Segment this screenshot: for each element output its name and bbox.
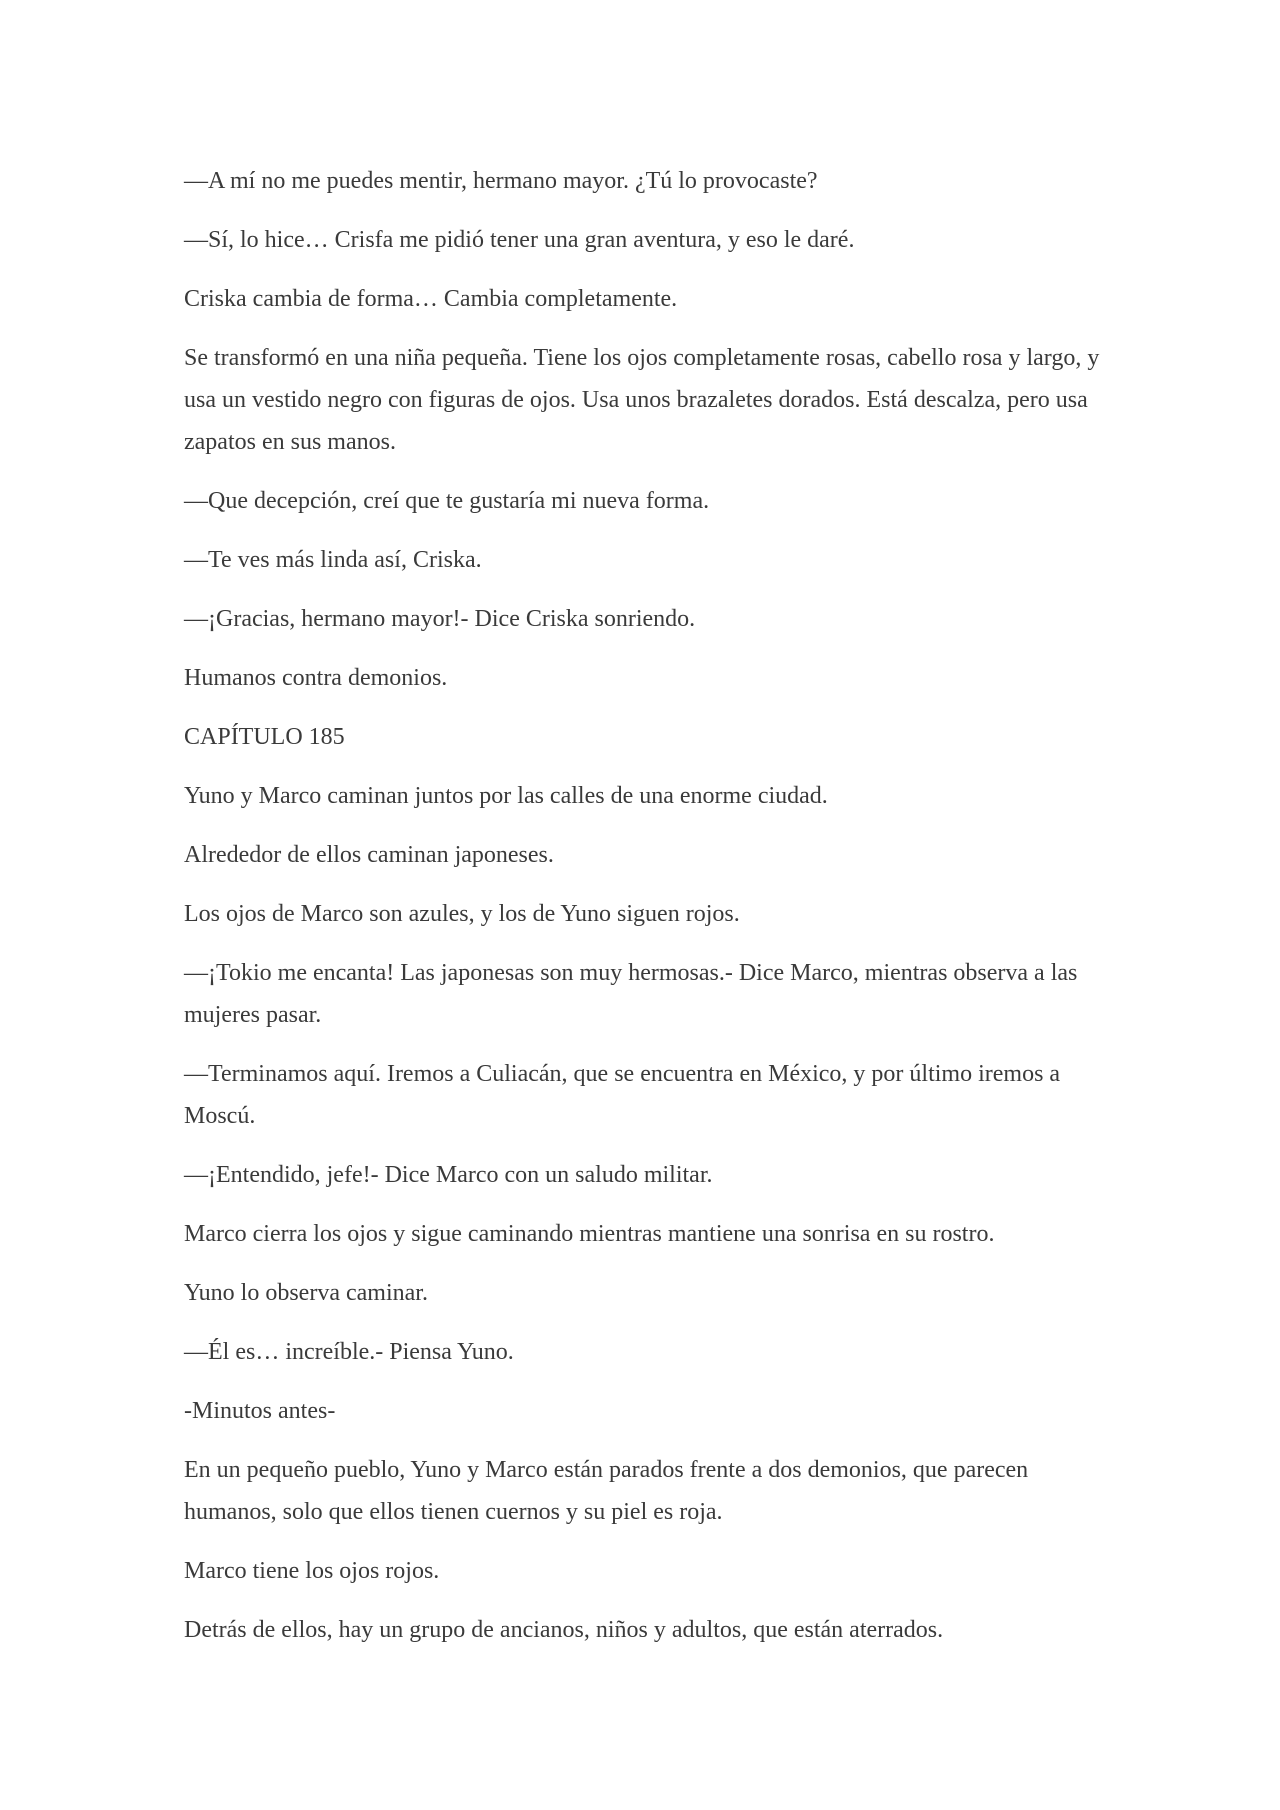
paragraph: —¡Gracias, hermano mayor!- Dice Criska sonriendo.: [184, 606, 696, 632]
paragraph: Se transformó en una niña pequeña. Tiene los ojos completamente rosas, cabello rosa y largo, y usa un vestido negro con figuras de ojos. Usa unos brazaletes dorados. Está descalza, pero usa zapatos en sus manos.: [184, 345, 1100, 455]
paragraph: —A mí no me puedes mentir, hermano mayor. ¿Tú lo provocaste?: [184, 168, 818, 194]
paragraph: Yuno y Marco caminan juntos por las calles de una enorme ciudad.: [184, 783, 828, 809]
paragraph: Los ojos de Marco son azules, y los de Yuno siguen rojos.: [184, 901, 740, 927]
paragraph: —Él es… increíble.- Piensa Yuno.: [184, 1339, 514, 1365]
paragraph: —¡Entendido, jefe!- Dice Marco con un saludo militar.: [184, 1162, 713, 1188]
paragraph: —Te ves más linda así, Criska.: [184, 547, 482, 573]
document-body: [184, 160, 1104, 1668]
scene-break: -Minutos antes-: [184, 1398, 336, 1424]
paragraph: —Que decepción, creí que te gustaría mi nueva forma.: [184, 488, 710, 514]
paragraph: Yuno lo observa caminar.: [184, 1280, 428, 1306]
paragraph: Criska cambia de forma… Cambia completamente.: [184, 286, 678, 312]
paragraph: Humanos contra demonios.: [184, 665, 448, 691]
paragraph: —¡Tokio me encanta! Las japonesas son muy hermosas.- Dice Marco, mientras observa a las mujeres pasar.: [184, 960, 1078, 1028]
paragraph: Marco tiene los ojos rojos.: [184, 1558, 440, 1584]
paragraph: En un pequeño pueblo, Yuno y Marco están parados frente a dos demonios, que parecen humanos, solo que ellos tienen cuernos y su piel es roja.: [184, 1457, 1029, 1525]
paragraph: —Sí, lo hice… Crisfa me pidió tener una gran aventura, y eso le daré.: [184, 227, 855, 253]
paragraph: Marco cierra los ojos y sigue caminando mientras mantiene una sonrisa en su rostro.: [184, 1221, 995, 1247]
chapter-heading: CAPÍTULO 185: [184, 724, 345, 750]
paragraph: —Terminamos aquí. Iremos a Culiacán, que se encuentra en México, y por último iremos a Moscú.: [184, 1061, 1061, 1129]
paragraph: Alrededor de ellos caminan japoneses.: [184, 842, 554, 868]
paragraph: Detrás de ellos, hay un grupo de ancianos, niños y adultos, que están aterrados.: [184, 1617, 944, 1643]
